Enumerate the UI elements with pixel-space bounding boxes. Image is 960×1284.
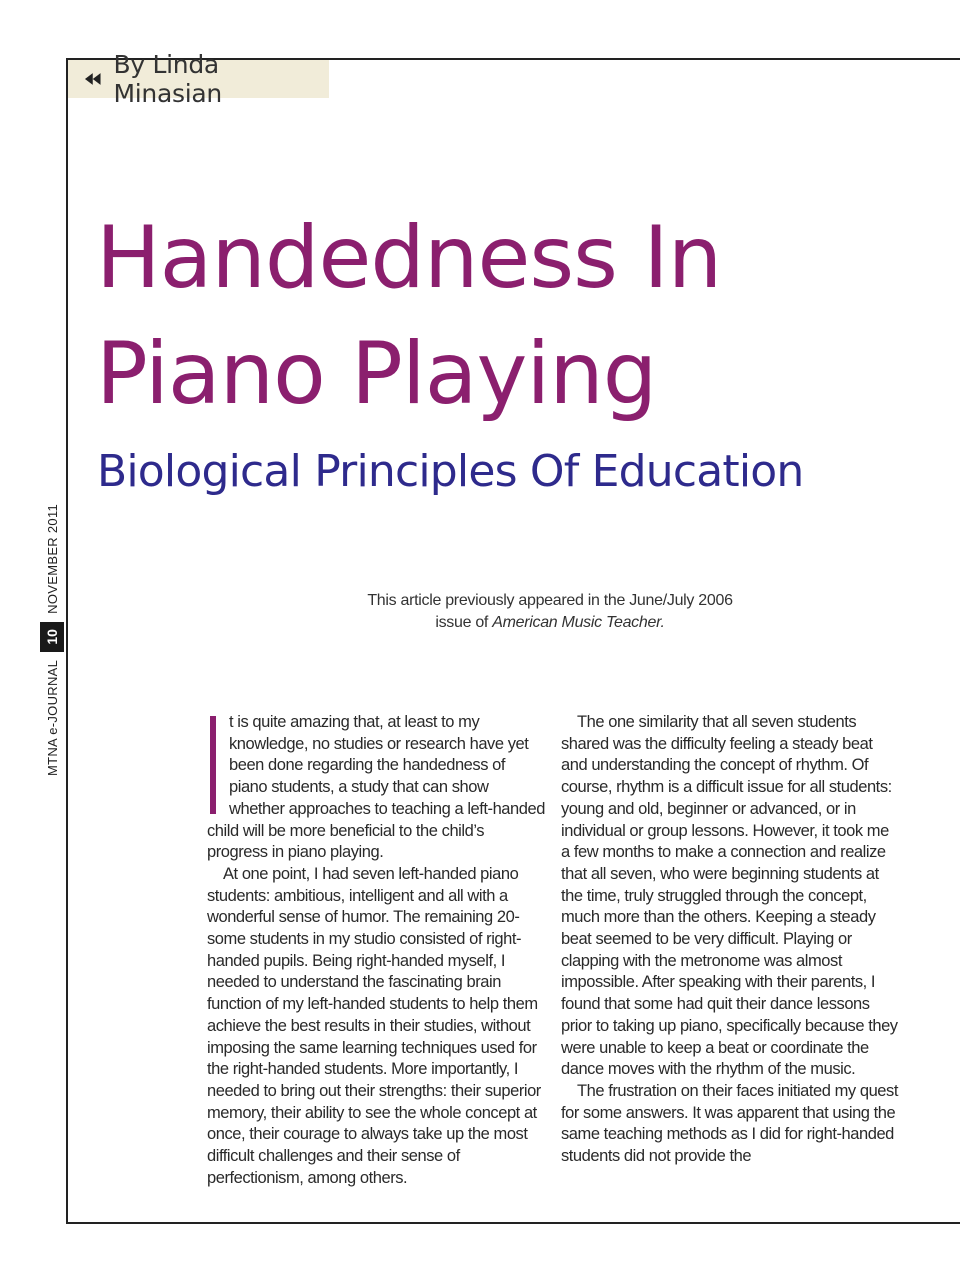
article-subtitle: Biological Principles Of Education	[97, 446, 804, 497]
article-title	[96, 200, 721, 432]
body-column-left	[207, 712, 545, 1189]
reprint-note-prefix: issue of	[435, 614, 493, 631]
paragraph: The one similarity that all seven students shared was the difficulty feeling a steady beat and understanding the concept of rhythm. Of course, rhythm is a difficult issue for all students: young and old, beginner or advanced, or in individual or group lessons. However, it took me a few months to make a connection and realize that all seven, who were beginning students at the time, truly struggled through the concept, much more than the others. Keeping a steady beat seemed to be very difficult. Playing or clapping with the metronome was almost impossible. After speaking with their parents, I found that some had quit their dance lessons prior to taking up piano, specifically because they were unable to keep a beat or coordinate the dance moves with the rhythm of the music.	[561, 713, 898, 1079]
journal-name: MTNA e-JOURNAL	[44, 659, 60, 776]
byline-banner	[68, 50, 329, 108]
reprint-note-line-1: This article previously appeared in the June/July 2006	[367, 592, 733, 609]
issue-date: NOVEMBER 2011	[44, 503, 60, 614]
byline-author: By Linda Minasian	[113, 50, 222, 108]
title-line-2: Piano Playing	[96, 324, 657, 424]
reprint-note	[340, 590, 760, 634]
rewind-icon	[84, 72, 102, 86]
title-line-1: Handedness In	[96, 208, 722, 308]
paragraph: t is quite amazing that, at least to my knowledge, no studies or research have yet been done regarding the handedness of piano students, a study that can show whether approaches to teaching a left-handed child will be more beneficial to the child’s progress in piano playing.	[207, 713, 545, 862]
paragraph: At one point, I had seven left-handed piano students: ambitious, intelligent and all with a wonderful sense of humor. The remaining 20-some students in my studio consisted of right-handed pupils. Being right-handed myself, I needed to understand the fascinating brain function of my left-handed students to help them achieve the best results in their studies, without imposing the same learning techniques used for the right-handed students. More importantly, I needed to bring out their strengths: their superior memory, their ability to see the whole concept at once, their courage to always take up the most difficult challenges and their sense of perfectionism, among others.	[207, 864, 541, 1187]
drop-cap-bar	[210, 716, 216, 814]
page-number: 10	[40, 622, 64, 652]
body-column-right	[561, 712, 899, 1168]
paragraph: The frustration on their faces initiated my quest for some answers. It was apparent that using the same teaching methods as I did for right-handed students did not provide the	[561, 1081, 898, 1166]
publication-name: American Music Teacher.	[492, 614, 665, 631]
